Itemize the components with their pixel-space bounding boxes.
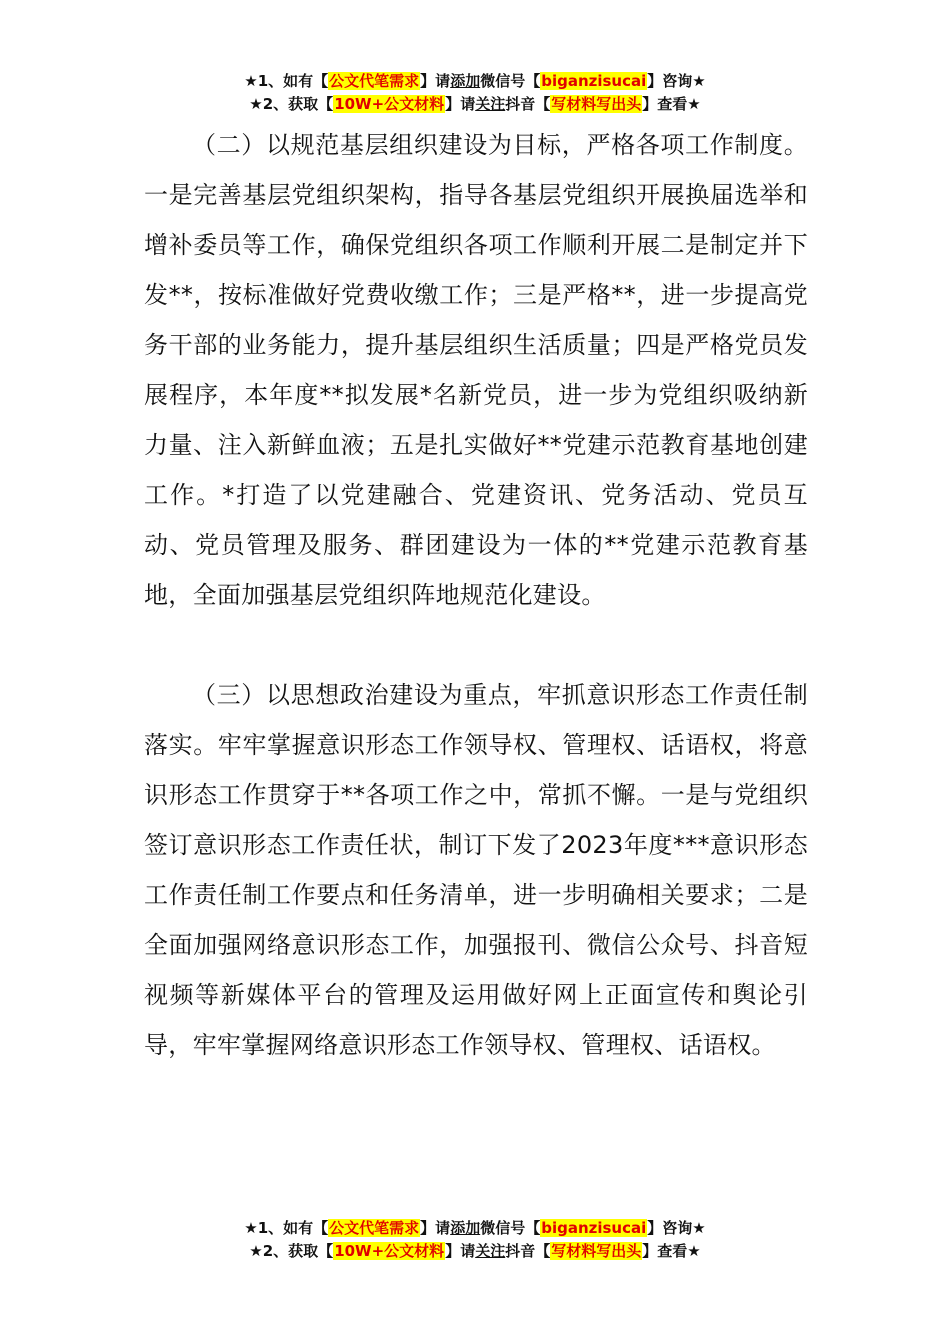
banner-text: 】查看★ [642,1242,701,1260]
highlight-douyin-id: 写材料写出头 [551,95,642,113]
top-banner [0,70,950,116]
bottom-banner [0,1217,950,1263]
banner-text: 】请 [445,1242,476,1260]
banner-text: 抖音【 [505,95,551,113]
banner-text: 】咨询★ [647,1219,706,1237]
banner-text: 抖音【 [505,1242,551,1260]
banner-text: ★2、获取【 [249,95,334,113]
highlight-service: 公文代笔需求 [329,72,420,90]
banner-emphasis: 添加 [450,72,481,90]
banner-text: 】咨询★ [647,72,706,90]
highlight-service: 公文代笔需求 [329,1219,420,1237]
paragraph-section-3: （三）以思想政治建设为重点，牢抓意识形态工作责任制落实。牢牢掌握意识形态工作领导权、管理权、话语权，将意识形态工作贯穿于**各项工作之中，常抓不懈。一是与党组织签订意识形态工作责任状，制订下发了2023年度***意识形态工作责任制工作要点和任务清单，进一步明确相关要求；二是全面加强网络意识形态工作，加强报刊、微信公众号、抖音短视频等新媒体平台的管理及运用做好网上正面宣传和舆论引导，牢牢掌握网络意识形态工作领导权、管理权、话语权。 [144,681,808,1059]
banner-text: ★1、如有【 [244,1219,329,1237]
banner-line-1 [0,70,950,93]
banner-text: ★1、如有【 [244,72,329,90]
highlight-wechat-id: biganzisucai [541,1219,647,1237]
highlight-materials: 10W+公文材料 [334,1242,445,1260]
highlight-wechat-id: biganzisucai [541,72,647,90]
banner-line-2 [0,93,950,116]
banner-text: 微信号【 [480,72,541,90]
highlight-douyin-id: 写材料写出头 [551,1242,642,1260]
banner-line-1 [0,1217,950,1240]
banner-text: 】查看★ [642,95,701,113]
banner-text: 】请 [420,72,451,90]
banner-emphasis: 关注 [475,95,506,113]
banner-text: ★2、获取【 [249,1242,334,1260]
banner-text: 】请 [420,1219,451,1237]
banner-line-2 [0,1240,950,1263]
banner-emphasis: 关注 [475,1242,506,1260]
banner-emphasis: 添加 [450,1219,481,1237]
banner-text: 】请 [445,95,476,113]
document-body [144,120,808,1070]
banner-text: 微信号【 [480,1219,541,1237]
paragraph-section-2: （二）以规范基层组织建设为目标，严格各项工作制度。一是完善基层党组织架构，指导各基层党组织开展换届选举和增补委员等工作，确保党组织各项工作顺利开展二是制定并下发**，按标准做好党费收缴工作；三是严格**，进一步提高党务干部的业务能力，提升基层组织生活质量；四是严格党员发展程序，本年度**拟发展*名新党员，进一步为党组织吸纳新力量、注入新鲜血液；五是扎实做好**党建示范教育基地创建工作。*打造了以党建融合、党建资讯、党务活动、党员互动、党员管理及服务、群团建设为一体的**党建示范教育基地，全面加强基层党组织阵地规范化建设。 [144,131,808,609]
highlight-materials: 10W+公文材料 [334,95,445,113]
